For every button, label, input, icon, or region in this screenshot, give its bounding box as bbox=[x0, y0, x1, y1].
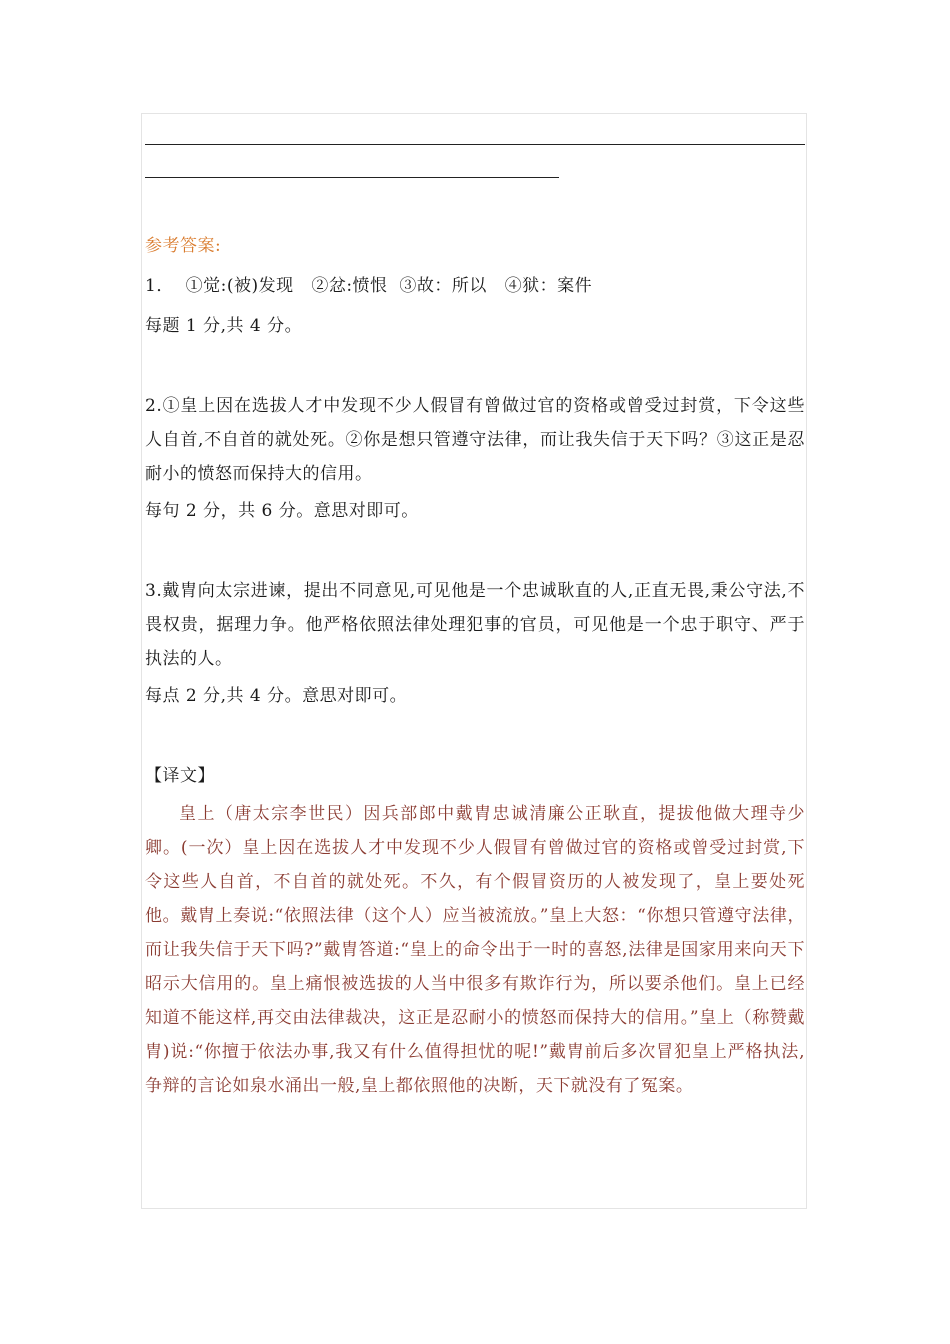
answer-3-scoring: 每点 2 分,共 4 分。意思对即可。 bbox=[145, 686, 408, 706]
translation-heading: 【译文】 bbox=[145, 766, 215, 786]
translation-text: 皇上（唐太宗李世民）因兵部郎中戴胄忠诚清廉公正耿直，提拔他做大理寺少卿。(一次）皇上因在选拔人才中发现不少人假冒有曾做过官的资格或曾受过封赏,下令这些人自首，不自首的就处死。不久，有个假冒资历的人被发现了，皇上要处死他。戴胄上奏说:“依照法律（这个人）应当被流放。”皇上大怒：“你想只管遵守法律，而让我失信于天下吗?”戴胄答道:“皇上的命令出于一时的喜怒,法律是国家用来向天下昭示大信用的。皇上痛恨被选拔的人当中很多有欺诈行为，所以要杀他们。皇上已经知道不能这样,再交由法律裁决，这正是忍耐小的愤怒而保持大的信用。”皇上（称赞戴胄)说:“你擅于依法办事,我又有什么值得担忧的呢!”戴胄前后多次冒犯皇上严格执法,争辩的言论如泉水涌出一般,皇上都依照他的决断，天下就没有了冤案。 bbox=[145, 804, 805, 1096]
answer-blank-line-1 bbox=[145, 144, 805, 145]
answer-blank-line-2 bbox=[145, 177, 559, 178]
answer-1: 1． ①觉:(被)发现 ②忿:愤恨 ③故：所以 ④狱：案件 bbox=[145, 276, 593, 296]
answer-2-scoring: 每句 2 分，共 6 分。意思对即可。 bbox=[145, 501, 419, 521]
answer-3: 3.戴胄向太宗进谏，提出不同意见,可见他是一个忠诚耿直的人,正直无畏,秉公守法,不畏权贵，据理力争。他严格依照法律处理犯事的官员，可见他是一个忠于职守、严于执法的人。 bbox=[145, 581, 805, 669]
answer-2: 2.①皇上因在选拔人才中发现不少人假冒有曾做过官的资格或曾受过封赏，下令这些人自首,不自首的就处死。②你是想只管遵守法律，而让我失信于天下吗？③这正是忍耐小的愤怒而保持大的信用。 bbox=[145, 396, 805, 484]
reference-answers-heading: 参考答案: bbox=[145, 236, 222, 256]
answer-1-scoring: 每题 1 分,共 4 分。 bbox=[145, 316, 303, 336]
